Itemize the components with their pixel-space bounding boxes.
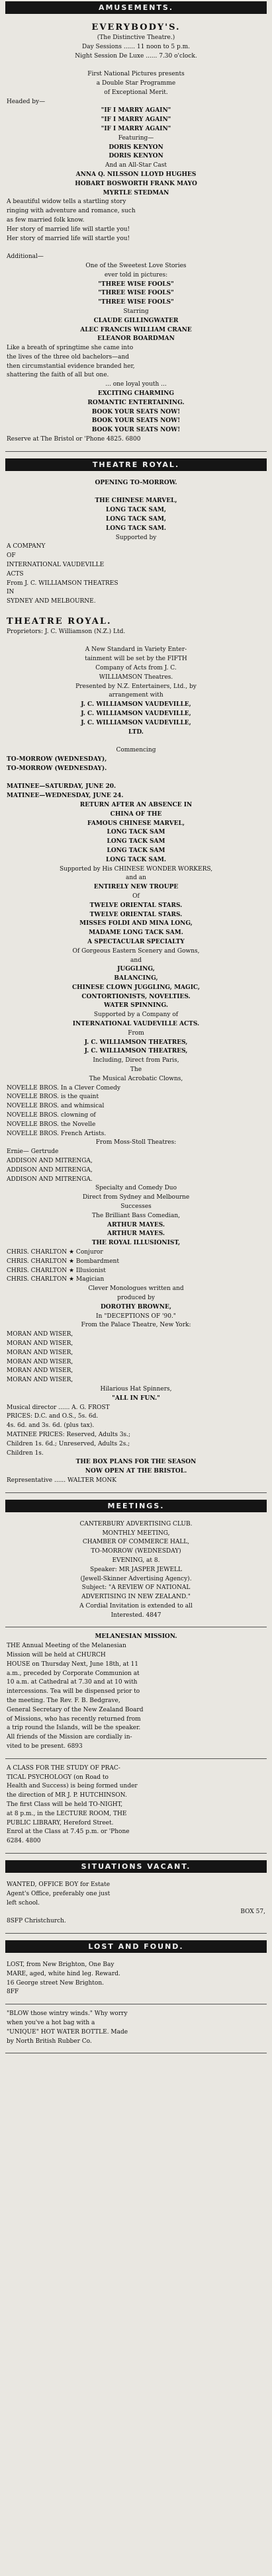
ad-text-line: NOVELLE BROS. is the quaint — [7, 1094, 99, 1101]
ad-text-line: ANNA Q. NILSSON LLOYD HUGHES — [75, 171, 197, 178]
ad-text-line: NOW OPEN AT THE BRISTOL. — [85, 1468, 187, 1475]
ad-text-line: THE ROYAL ILLUSIONIST, — [91, 1240, 181, 1247]
advertisement — [5, 1630, 267, 1758]
ad-text-line: WANTED, OFFICE BOY for Estate — [7, 1881, 111, 1889]
ad-text-line: TWELVE ORIENTAL STARS. — [89, 902, 183, 909]
ad-text-line: a trip round the Islands, will be the speaker. — [7, 1725, 141, 1732]
ad-text-line: ENTIRELY NEW TROUPE — [93, 884, 179, 891]
ad-text-line: at 8 p.m., in the LECTURE ROOM, THE — [7, 1810, 127, 1817]
ad-text-line: "IF I MARRY AGAIN" — [101, 125, 171, 132]
ad-text-line: Proprietors: J. C. Williamson (N.Z.) Ltd. — [7, 628, 126, 635]
ad-text-line: ever told in pictures: — [104, 271, 168, 279]
ad-text-line: "BLOW those wintry winds." Why worry — [7, 2010, 128, 2018]
ad-text-line: CONTORTIONISTS, NOVELTIES. — [81, 993, 191, 1000]
ad-text-line: J. C. WILLIAMSON VAUDEVILLE, — [81, 719, 191, 726]
ad-text-line: 6284. 4800 — [7, 1838, 41, 1845]
ad-text-line: ... one loyal youth ... — [105, 381, 167, 388]
section-heading: SITUATIONS VACANT. — [5, 1860, 267, 1873]
ad-text-line: CHRIS. CHARLTON ★ Illusionist — [7, 1267, 106, 1274]
ad-text-line: 8FF — [7, 1989, 19, 1996]
ad-text-line: HOBART BOSWORTH FRANK MAYO — [75, 180, 197, 187]
advertisement — [5, 2007, 267, 2053]
ad-text-line — [7, 737, 265, 746]
ad-text-line: the meeting. The Rev. F. B. Bedgrave, — [7, 1697, 120, 1705]
ad-text-line: the lives of the three old bachelors—and — [7, 353, 130, 361]
ad-text-line: MARE, aged, white hind leg. Reward. — [7, 1970, 120, 1977]
ad-text-line: NOVELLE BROS. the Novelle — [7, 1121, 96, 1128]
ad-text-line: Reserve at The Bristol or 'Phone 4825. 6800 — [7, 436, 141, 443]
ad-text-line: DORIS KENYON — [109, 144, 163, 151]
ad-text-line: vited to be present. 6893 — [7, 1743, 83, 1750]
ad-text-line: a Double Star Programme — [96, 79, 176, 87]
ad-text-line: IN — [7, 589, 15, 596]
ad-text-line: MADAME LONG TACK SAM. — [89, 929, 183, 937]
ad-text-line: THE CHINESE MARVEL, — [95, 497, 177, 505]
ad-text-line: "ALL IN FUN." — [112, 1395, 160, 1402]
ad-text-line: 4s. 6d. and 3s. 6d. (plus tax). — [7, 1422, 95, 1430]
ad-text-line: ROMANTIC ENTERTAINING. — [87, 399, 185, 406]
ad-text-line: In "DECEPTIONS OF '90." — [96, 1312, 176, 1320]
ad-text-line: ADVERTISING IN NEW ZEALAND." — [81, 1594, 191, 1601]
ad-text-line: ADDISON AND MITRENGA, — [7, 1158, 93, 1165]
ad-text-line: MATINEE—SATURDAY, JUNE 20. — [7, 783, 116, 791]
ad-text-line: Mission will be held at CHURCH — [7, 1652, 106, 1659]
advertisement — [5, 1518, 267, 1628]
ad-text-line: From the Palace Theatre, New York: — [81, 1322, 191, 1329]
ad-text-line: TO-MORROW (WEDNESDAY) — [91, 1548, 181, 1555]
ad-text-line: Hilarious Hat Spinners, — [100, 1385, 172, 1393]
advertisement — [5, 476, 267, 1493]
ad-text-line: BOOK YOUR SEATS NOW! — [91, 417, 181, 425]
ad-text-line: MORAN AND WISER, — [7, 1331, 73, 1338]
ad-text-line: ARTHUR MAYES. — [107, 1221, 165, 1228]
ad-text-line: of Missions, who has recently returned from — [7, 1715, 141, 1723]
ad-text-line: ADDISON AND MITRENGA. — [7, 1176, 93, 1183]
ad-text-line: OPENING TO-MORROW. — [95, 479, 177, 486]
ad-text-line: EVENING, at 8. — [112, 1557, 160, 1564]
ad-text-line: Musical director ...... A. G. FROST — [7, 1404, 110, 1411]
ad-text-line: EVERYBODY'S. — [91, 22, 181, 32]
ad-text-line: THEATRE ROYAL. — [7, 616, 112, 626]
ad-text-line: DOROTHY BROWNE, — [101, 1303, 171, 1310]
ad-text-line: Like a breath of springtime she came into — [7, 345, 134, 352]
ad-text-line: The Musical Acrobatic Clowns, — [89, 1075, 183, 1082]
ad-text-line: ALEC FRANCIS WILLIAM CRANE — [80, 326, 192, 333]
ad-text-line: RETURN AFTER AN ABSENCE IN — [79, 801, 193, 808]
section-heading: THEATRE ROYAL. — [5, 458, 267, 471]
ad-text-line: From Moss-Stoll Theatres: — [95, 1139, 177, 1146]
ad-text-line: NOVELLE BROS. clowning of — [7, 1112, 96, 1119]
ad-text-line: then circumstantial evidence branded her, — [7, 363, 135, 370]
ad-text-line — [7, 607, 265, 616]
ad-text-line: CHINESE CLOWN JUGGLING, MAGIC, — [71, 984, 201, 991]
ad-text-line: Of Gorgeous Eastern Scenery and Gowns, — [72, 947, 200, 955]
ad-text-line: Her story of married life will startle you! — [7, 226, 130, 233]
ad-text-line: J. C. WILLIAMSON VAUDEVILLE, — [81, 701, 191, 708]
ad-text-line: DORIS KENYON — [109, 153, 163, 160]
advertisement — [5, 19, 267, 452]
ad-text-line: LONG TACK SAM, — [105, 516, 167, 523]
ad-text-line: THE BOX PLANS FOR THE SEASON — [75, 1459, 197, 1466]
ad-text-line: Children 1s. — [7, 1449, 44, 1457]
ad-text-line: ADDISON AND MITRENGA, — [7, 1166, 93, 1174]
ad-text-line: A SPECTACULAR SPECIALTY — [87, 938, 185, 945]
ad-text-line: LONG TACK SAM — [107, 847, 165, 854]
ad-text-line: NOVELLE BROS. French Artists. — [7, 1130, 107, 1137]
section-heading: AMUSEMENTS. — [5, 1, 267, 14]
advertisement — [5, 1958, 267, 2004]
ad-text-line: BALANCING, — [114, 975, 158, 982]
ad-text-line: General Secretary of the New Zealand Board — [7, 1706, 144, 1713]
ad-text-line: (Jewell-Skinner Advertising Agency). — [80, 1575, 192, 1582]
ad-text-line: "THREE WISE FOOLS" — [98, 290, 174, 297]
ad-text-line: CHRIS. CHARLTON ★ Bombardment — [7, 1258, 119, 1265]
ad-text-line: Including, Direct from Paris, — [93, 1057, 179, 1064]
ad-text-line: shattering the faith of all but one. — [7, 372, 109, 379]
ad-text-line: From — [128, 1029, 144, 1037]
ad-text-line: From J. C. WILLIAMSON THEATRES — [7, 580, 118, 587]
ad-text-line: MORAN AND WISER, — [7, 1377, 73, 1384]
ad-text-line: MORAN AND WISER, — [7, 1358, 73, 1365]
ad-text-line: MISSES FOLDI AND MINA LONG, — [79, 920, 193, 927]
ad-text-line: Additional— — [7, 253, 44, 261]
ad-text-line: TICAL PSYCHOLOGY (on Road to — [7, 1774, 109, 1781]
ad-text-line: Ernie— Gertrude — [7, 1148, 59, 1156]
ad-text-line: 10 a.m. at Cathedral at 7.30 and at 10 with — [7, 1679, 138, 1686]
ad-text-line: NOVELLE BROS. and whimsical — [7, 1103, 105, 1110]
advertisement — [5, 1878, 267, 1934]
ad-text-line: LONG TACK SAM — [107, 838, 165, 845]
ad-text-line: LONG TACK SAM — [107, 829, 165, 836]
ad-text-line: JUGGLING, — [117, 966, 155, 973]
ad-text-line: J. C. WILLIAMSON VAUDEVILLE, — [81, 710, 191, 717]
ad-text-line: a.m., preceded by Corporate Communion at — [7, 1670, 140, 1677]
ad-text-line: J. C. WILLIAMSON THEATRES, — [84, 1039, 188, 1046]
ad-text-line: INTERNATIONAL VAUDEVILLE ACTS. — [72, 1021, 200, 1028]
ad-text-line: The — [130, 1066, 142, 1074]
ad-text-line: HOUSE on Thursday Next, June 18th, at 11 — [7, 1660, 138, 1668]
ad-text-line: MELANESIAN MISSION. — [95, 1633, 177, 1641]
ad-text-line: LONG TACK SAM. — [105, 856, 167, 863]
section-heading: MEETINGS. — [5, 1500, 267, 1512]
ad-text-line: TWELVE ORIENTAL STARS. — [89, 911, 183, 918]
ad-text-line: ringing with adventure and romance, such — [7, 208, 136, 215]
ad-text-line: BOOK YOUR SEATS NOW! — [91, 408, 181, 415]
ad-text-line: BOX 57, — [240, 1909, 265, 1916]
ad-text-line: LONG TACK SAM, — [105, 507, 167, 514]
ad-text-line: TO-MORROW (WEDNESDAY). — [7, 765, 107, 772]
ad-text-line: and an — [126, 875, 146, 882]
ad-text-line: Direct from Sydney and Melbourne — [82, 1194, 190, 1201]
ad-text-line: Commencing — [116, 747, 156, 754]
ad-text-line: A beautiful widow tells a startling story — [7, 198, 126, 206]
ad-text-line: Headed by— — [7, 98, 46, 105]
ad-text-line: Company of Acts from J. C. — [95, 665, 177, 671]
ad-text-line: Supported by — [115, 534, 157, 541]
ad-text-line: LOST, from New Brighton, One Bay — [7, 1961, 114, 1968]
ad-text-line — [7, 774, 265, 783]
ad-text-line: MORAN AND WISER, — [7, 1349, 73, 1356]
ad-text-line: and — [130, 957, 142, 964]
ad-text-line: CLAUDE GILLINGWATER — [93, 317, 179, 324]
ad-text-line: INTERNATIONAL VAUDEVILLE — [7, 562, 105, 569]
ad-text-line: TO-MORROW (WEDNESDAY), — [7, 755, 107, 763]
ad-text-line: "IF I MARRY AGAIN" — [101, 116, 171, 124]
ad-text-line: WILLIAMSON Theatres. — [99, 673, 173, 681]
ad-text-line: Representative ...... WALTER MONK — [7, 1477, 116, 1484]
ad-text-line: as few married folk know. — [7, 216, 85, 224]
ad-text-line: FAMOUS CHINESE MARVEL, — [87, 820, 185, 827]
ad-text-line: CANTERBURY ADVERTISING CLUB. — [79, 1520, 193, 1527]
ad-text-line — [7, 61, 265, 70]
ad-text-line: J. C. WILLIAMSON THEATRES, — [84, 1048, 188, 1055]
ad-text-line: ELEANOR BOARDMAN — [97, 335, 175, 343]
ad-text-line: Subject: "A REVIEW OF NATIONAL — [81, 1584, 191, 1592]
ad-text-line: of Exceptional Merit. — [104, 89, 168, 96]
ad-text-line: Children 1s. 6d.; Unreserved, Adults 2s.; — [7, 1440, 130, 1447]
ad-text-line: Interested. 4847 — [111, 1611, 161, 1619]
ad-text-line: First National Pictures presents — [87, 71, 185, 78]
ad-text-line: Starring — [123, 308, 149, 315]
ad-text-line — [7, 243, 265, 253]
ad-text-line: A New Standard in Variety Enter- — [85, 646, 187, 654]
ad-text-line: PRICES: D.C. and O.S., 5s. 6d. — [7, 1413, 99, 1420]
ad-text-line: A CLASS FOR THE STUDY OF PRAC- — [7, 1764, 120, 1772]
ad-text-line: ARTHUR MAYES. — [107, 1230, 165, 1238]
ad-text-line: LTD. — [128, 728, 144, 736]
ad-text-line: Presented by N.Z. Entertainers, Ltd., by — [75, 683, 197, 690]
ad-text-line: THE Annual Meeting of the Melanesian — [7, 1643, 126, 1650]
ad-text-line: "IF I MARRY AGAIN" — [101, 107, 171, 114]
ad-text-line — [7, 637, 265, 646]
ad-text-line: PUBLIC LIBRARY, Hereford Street. — [7, 1819, 114, 1826]
ad-text-line: MATINEE PRICES: Reserved, Adults 3s.; — [7, 1431, 131, 1438]
ad-text-line: Featuring— — [118, 134, 154, 142]
ad-text-line: 8SFP Christchurch. — [7, 1918, 66, 1925]
ad-text-line: And an All-Star Cast — [105, 162, 167, 169]
ad-text-line: Supported by His CHINESE WONDER WORKERS, — [59, 865, 213, 873]
ad-text-line: intercessions. Tea will be dispensed prior to — [7, 1688, 140, 1696]
ad-text-line: "THREE WISE FOOLS" — [98, 299, 174, 306]
ad-text-line: Agent's Office, preferably one just — [7, 1890, 111, 1897]
ad-text-line: Enrol at the Class at 7.45 p.m. or 'Phone — [7, 1828, 130, 1836]
ad-text-line: CHRIS. CHARLTON ★ Magician — [7, 1276, 105, 1283]
ad-text-line: MONTHLY MEETING, — [102, 1529, 170, 1537]
ad-text-line: All friends of the Mission are cordially in- — [7, 1734, 132, 1741]
ad-text-line: EXCITING CHARMING — [97, 390, 175, 398]
ad-text-line: MATINEE—WEDNESDAY, JUNE 24. — [7, 793, 124, 800]
ad-text-line: left school. — [7, 1899, 40, 1907]
ad-text-line: Speaker: MR JASPER JEWELL — [90, 1566, 182, 1573]
ad-text-line: Her story of married life will startle you! — [7, 235, 130, 242]
ad-text-line: arrangement with — [109, 692, 163, 699]
ad-text-line: CHAMBER OF COMMERCE HALL, — [82, 1539, 190, 1546]
ad-text-line: Night Session De Luxe ...... 7.30 o'clock. — [75, 52, 197, 60]
ad-text-line: MORAN AND WISER, — [7, 1340, 73, 1347]
ad-text-line: Day Sessions ...... 11 noon to 5 p.m. — [82, 43, 190, 50]
ad-text-line: CHRIS. CHARLTON ★ Conjuror — [7, 1249, 103, 1256]
ad-text-line: Health and Success) is being formed under — [7, 1783, 138, 1790]
ad-text-line: 16 George street New Brighton. — [7, 1979, 104, 1987]
ad-text-line: CHINA OF THE — [110, 810, 162, 818]
ad-text-line: WATER SPINNING. — [103, 1002, 169, 1009]
ad-text-line: OF — [7, 552, 16, 560]
ad-text-line: "UNIQUE" HOT WATER BOTTLE. Made — [7, 2028, 128, 2036]
ad-text-line: The Brilliant Bass Comedian, — [92, 1212, 180, 1219]
ad-text-line: "THREE WISE FOOLS" — [98, 280, 174, 288]
advertisement — [5, 1762, 267, 1854]
ad-text-line — [7, 488, 265, 497]
ad-text-line: Of — [132, 892, 140, 900]
ad-text-line: the direction of MR J. P. HUTCHINSON. — [7, 1792, 127, 1799]
ad-text-line: when you've a hot bag with a — [7, 2019, 95, 2026]
ad-text-line: tainment will be set by the FIFTH — [85, 656, 187, 663]
ad-text-line: SYDNEY AND MELBOURNE. — [7, 598, 96, 605]
ad-text-line: ACTS — [7, 570, 24, 578]
ad-text-line: A Cordial Invitation is extended to all — [79, 1602, 193, 1610]
ad-text-line: (The Distinctive Theatre.) — [97, 34, 175, 41]
ad-text-line: Successes — [120, 1203, 152, 1211]
ad-text-line: Clever Monologues written and — [88, 1285, 184, 1293]
ad-text-line: One of the Sweetest Love Stories — [85, 262, 187, 269]
newspaper-column — [5, 0, 267, 2053]
ad-text-line: LONG TACK SAM. — [105, 525, 167, 532]
ad-text-line: MYRTLE STEDMAN — [103, 189, 169, 196]
ad-text-line: NOVELLE BROS. In a Clever Comedy — [7, 1084, 120, 1092]
ad-text-line: MORAN AND WISER, — [7, 1367, 73, 1375]
ad-text-line: The first Class will be held TO-NIGHT, — [7, 1801, 123, 1809]
ad-text-line: A COMPANY — [7, 543, 46, 550]
ad-text-line: BOOK YOUR SEATS NOW! — [91, 427, 181, 434]
ad-text-line: produced by — [117, 1294, 155, 1301]
ad-text-line: Specialty and Comedy Duo — [95, 1185, 177, 1192]
ad-text-line: Supported by a Company of — [93, 1011, 179, 1019]
section-heading: LOST AND FOUND. — [5, 1940, 267, 1953]
ad-text-line: by North British Rubber Co. — [7, 2038, 92, 2045]
